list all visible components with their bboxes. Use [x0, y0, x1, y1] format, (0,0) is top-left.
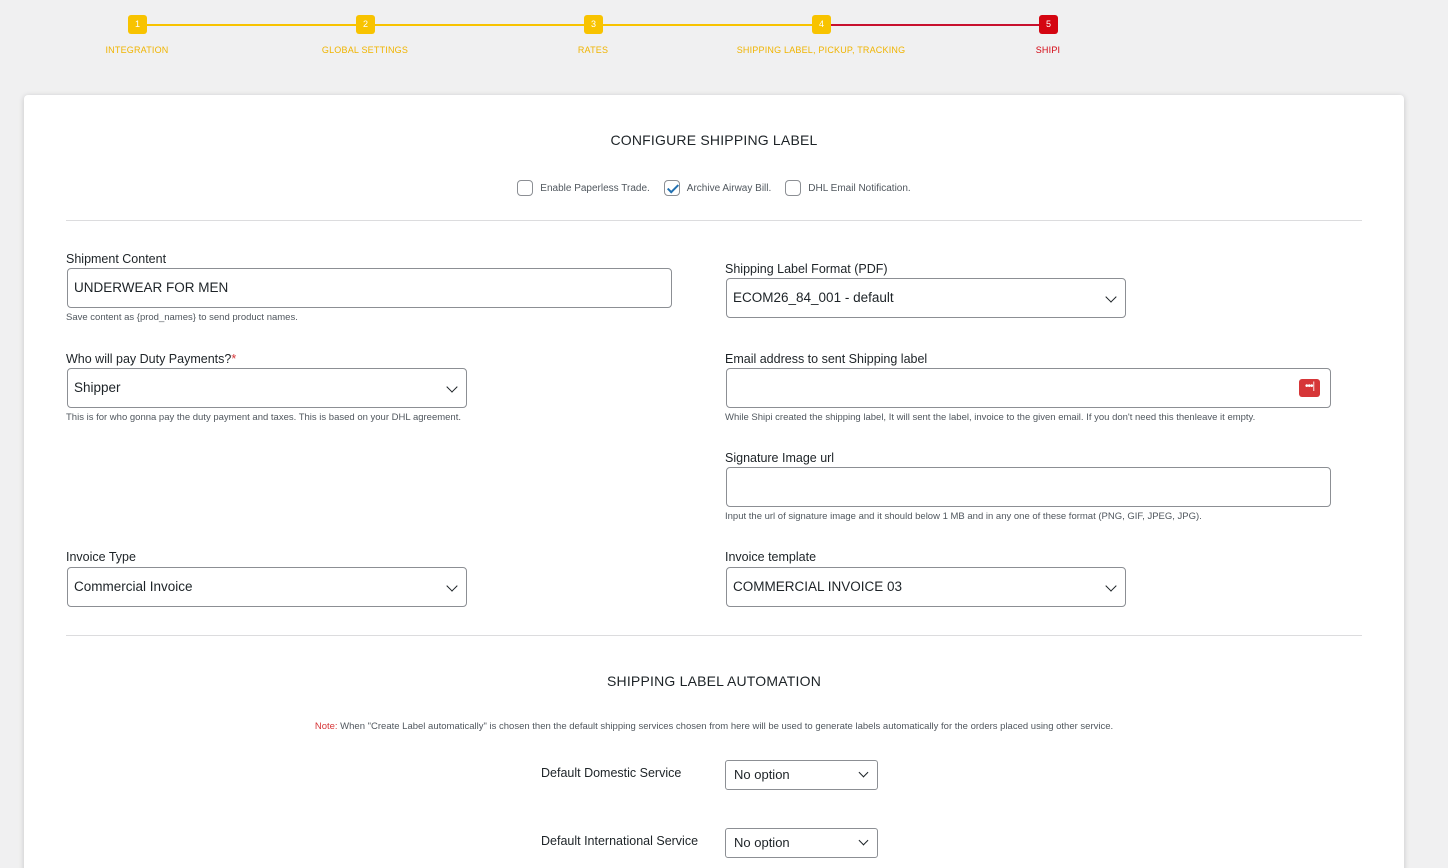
dhl-email-notification-option[interactable] [785, 180, 910, 196]
dhl-email-notification-label: DHL Email Notification. [808, 182, 911, 194]
email-label: Email address to sent Shipping label [725, 352, 928, 366]
stepper-line-done [137, 24, 821, 26]
shipment-content-help: Save content as {prod_names} to send product names. [66, 312, 298, 323]
paperless-trade-checkbox[interactable] [517, 180, 533, 196]
label-format-value: ECOM26_84_001 - default [733, 290, 894, 305]
step-label: GLOBAL SETTINGS [321, 45, 409, 55]
step-number: 2 [356, 15, 375, 34]
note-label: Note: [314, 721, 338, 732]
password-manager-icon[interactable]: •••| [1299, 379, 1320, 397]
automation-note [24, 721, 1404, 732]
paperless-trade-option[interactable] [517, 180, 650, 196]
domestic-service-value: No option [734, 767, 790, 782]
chevron-down-icon [859, 836, 869, 846]
chevron-down-icon [446, 580, 457, 591]
duty-payment-help: This is for who gonna pay the duty payment and taxes. This is based on your DHL agreement. [66, 412, 461, 423]
duty-payment-label [66, 352, 236, 366]
signature-url-help: Input the url of signature image and it should below 1 MB and in any one of these format (PNG, GIF, JPEG, JPG). [725, 511, 1202, 522]
duty-payment-value: Shipper [74, 380, 121, 395]
label-format-select[interactable] [726, 278, 1126, 318]
divider [66, 635, 1362, 636]
label-format-label: Shipping Label Format (PDF) [725, 262, 888, 276]
step-number: 1 [128, 15, 147, 34]
step-number: 5 [1039, 15, 1058, 34]
domestic-service-label: Default Domestic Service [541, 766, 682, 780]
step-label: SHIPI [1035, 45, 1061, 55]
invoice-type-label: Invoice Type [66, 550, 136, 564]
international-service-value: No option [734, 835, 790, 850]
duty-payment-select[interactable] [67, 368, 467, 408]
paperless-trade-label: Enable Paperless Trade. [540, 182, 650, 194]
shipment-content-label: Shipment Content [66, 252, 167, 266]
label-options [24, 180, 1404, 196]
step-label: RATES [577, 45, 609, 55]
invoice-type-select[interactable] [67, 567, 467, 607]
step-label: INTEGRATION [105, 45, 169, 55]
dhl-email-notification-checkbox[interactable] [785, 180, 801, 196]
signature-url-label: Signature Image url [725, 451, 835, 465]
step-number: 4 [812, 15, 831, 34]
invoice-template-select[interactable] [726, 567, 1126, 607]
international-service-label: Default International Service [541, 834, 699, 848]
configure-title: CONFIGURE SHIPPING LABEL [610, 132, 818, 148]
international-service-select[interactable] [725, 828, 878, 858]
duty-payment-label-text: Who will pay Duty Payments? [66, 352, 232, 366]
invoice-type-value: Commercial Invoice [74, 579, 193, 594]
domestic-service-select[interactable] [725, 760, 878, 790]
email-input[interactable] [726, 368, 1331, 408]
automation-title: SHIPPING LABEL AUTOMATION [606, 673, 821, 689]
divider [66, 220, 1362, 221]
invoice-template-value: COMMERCIAL INVOICE 03 [733, 579, 903, 594]
required-mark: * [231, 352, 237, 366]
note-text: When "Create Label automatically" is chosen then the default shipping services chosen from here will be used to generate labels automatically for the orders placed using other service. [337, 721, 1114, 732]
archive-airway-bill-label: Archive Airway Bill. [686, 182, 772, 194]
settings-card [24, 95, 1404, 868]
signature-url-input[interactable] [726, 467, 1331, 507]
chevron-down-icon [859, 768, 869, 778]
step-label: SHIPPING LABEL, PICKUP, TRACKING [736, 45, 906, 55]
stepper-line-current [821, 24, 1048, 26]
step-number: 3 [584, 15, 603, 34]
shipment-content-input[interactable]: UNDERWEAR FOR MEN [67, 268, 672, 308]
invoice-template-label: Invoice template [725, 550, 817, 564]
email-help: While Shipi created the shipping label, It will sent the label, invoice to the given email. If you don't need this thenleave it empty. [725, 412, 1256, 423]
archive-airway-bill-checkbox[interactable] [664, 180, 680, 196]
setup-stepper [0, 0, 1448, 70]
chevron-down-icon [1105, 580, 1116, 591]
chevron-down-icon [1105, 291, 1116, 302]
archive-airway-bill-option[interactable] [664, 180, 771, 196]
chevron-down-icon [446, 381, 457, 392]
